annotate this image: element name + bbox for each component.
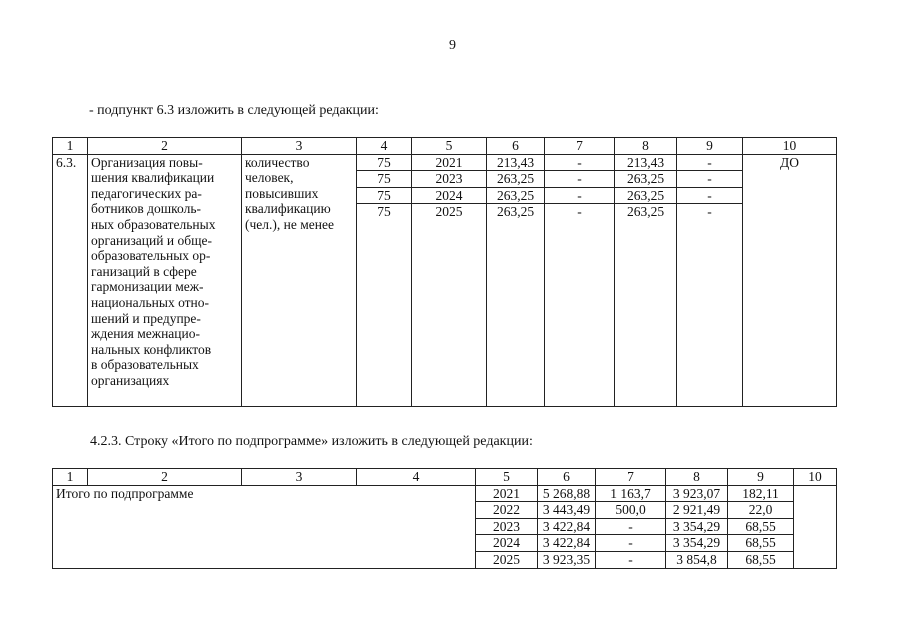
value-cell: 213,43 — [487, 154, 545, 171]
item-name-line: организациях — [91, 372, 170, 388]
value-cell: 3 354,29 — [666, 535, 728, 552]
value-cell: 263,25 — [487, 187, 545, 204]
value-cell: - — [545, 204, 615, 220]
item-name-line: педагогических ра- — [91, 185, 202, 201]
value-cell: 263,25 — [487, 204, 545, 220]
year-cell: 2025 — [476, 551, 538, 568]
year-cell: 2023 — [476, 518, 538, 535]
value-cell: - — [545, 171, 615, 188]
value-cell: 263,25 — [615, 171, 677, 188]
header-cell: 9 — [677, 138, 743, 155]
item-name-line: гармонизации меж- — [91, 279, 204, 295]
header-cell: 3 — [242, 469, 357, 486]
value-cell: - — [545, 187, 615, 204]
section-text: 4.2.3. Строку «Итого по подпрограмме» изложить в следующей редакции: — [90, 434, 533, 449]
item-name — [88, 154, 242, 407]
item-name-line: образовательных ор- — [91, 248, 211, 264]
item-name-line: национальных отно- — [91, 294, 210, 310]
empty-cell — [794, 485, 837, 568]
item-name-line: ных образовательных — [91, 216, 216, 232]
empty-cell — [357, 220, 412, 407]
item-number: 6.3. — [53, 154, 88, 407]
header-cell: 6 — [538, 469, 596, 486]
value-cell: - — [677, 187, 743, 204]
value-cell: - — [677, 171, 743, 188]
header-cell: 2 — [88, 469, 242, 486]
header-cell: 8 — [666, 469, 728, 486]
value-cell: 75 — [357, 187, 412, 204]
header-cell: 7 — [545, 138, 615, 155]
value-cell: 3 923,35 — [538, 551, 596, 568]
value-cell: 68,55 — [728, 535, 794, 552]
value-cell: - — [596, 551, 666, 568]
value-cell: 263,25 — [615, 204, 677, 220]
executor: ДО — [743, 154, 837, 407]
value-cell: 3 422,84 — [538, 518, 596, 535]
indicator-line: (чел.), не менее — [245, 216, 334, 232]
indicator-line: повысивших — [245, 185, 319, 201]
header-cell: 9 — [728, 469, 794, 486]
indicator-line: квалификацию — [245, 201, 331, 217]
header-cell: 5 — [412, 138, 487, 155]
intro-text: - подпункт 6.3 изложить в следующей редакции: — [89, 103, 379, 118]
indicator — [242, 154, 357, 407]
empty-cell — [412, 220, 487, 407]
value-cell: - — [596, 535, 666, 552]
table-row — [53, 154, 837, 171]
item-name-line: ганизаций в сфере — [91, 263, 197, 279]
value-cell: 182,11 — [728, 485, 794, 502]
header-cell: 6 — [487, 138, 545, 155]
header-cell: 3 — [242, 138, 357, 155]
value-cell: 22,0 — [728, 502, 794, 519]
value-cell: 2 921,49 — [666, 502, 728, 519]
value-cell: 75 — [357, 204, 412, 220]
value-cell: 3 923,07 — [666, 485, 728, 502]
header-cell: 4 — [357, 138, 412, 155]
header-cell: 7 — [596, 469, 666, 486]
header-cell: 1 — [53, 469, 88, 486]
subitem-table — [52, 137, 837, 407]
value-cell: 68,55 — [728, 551, 794, 568]
value-cell: - — [677, 154, 743, 171]
total-table — [52, 468, 837, 569]
header-cell: 4 — [357, 469, 476, 486]
indicator-line: человек, — [245, 170, 294, 186]
value-cell: 1 163,7 — [596, 485, 666, 502]
value-cell: 3 354,29 — [666, 518, 728, 535]
total-label: Итого по подпрограмме — [53, 485, 476, 568]
value-cell: 213,43 — [615, 154, 677, 171]
page-number: 9 — [449, 38, 456, 53]
header-row — [53, 469, 837, 486]
empty-cell — [615, 220, 677, 407]
item-name-line: ждения межнацио- — [91, 326, 200, 342]
year-cell: 2021 — [476, 485, 538, 502]
empty-cell — [677, 220, 743, 407]
item-name-line: ботников дошколь- — [91, 201, 202, 217]
header-cell: 1 — [53, 138, 88, 155]
value-cell: - — [596, 518, 666, 535]
value-cell: 68,55 — [728, 518, 794, 535]
empty-cell — [487, 220, 545, 407]
item-name-line: нальных конфликтов — [91, 341, 212, 357]
value-cell: 500,0 — [596, 502, 666, 519]
year-cell: 2021 — [412, 154, 487, 171]
header-cell: 10 — [794, 469, 837, 486]
header-row — [53, 138, 837, 155]
value-cell: 263,25 — [615, 187, 677, 204]
header-cell: 2 — [88, 138, 242, 155]
value-cell: 3 854,8 — [666, 551, 728, 568]
value-cell: - — [545, 154, 615, 171]
header-cell: 10 — [743, 138, 837, 155]
item-name-line: в образовательных — [91, 357, 199, 373]
year-cell: 2024 — [476, 535, 538, 552]
year-cell: 2024 — [412, 187, 487, 204]
value-cell: 75 — [357, 154, 412, 171]
year-cell: 2025 — [412, 204, 487, 220]
header-cell: 5 — [476, 469, 538, 486]
item-name-line: организаций и обще- — [91, 232, 212, 248]
value-cell: 263,25 — [487, 171, 545, 188]
item-name-line: шения квалификации — [91, 170, 215, 186]
item-name-line: шений и предупре- — [91, 310, 201, 326]
year-cell: 2022 — [476, 502, 538, 519]
value-cell: 3 443,49 — [538, 502, 596, 519]
indicator-line: количество — [245, 154, 310, 170]
value-cell: 75 — [357, 171, 412, 188]
empty-cell — [545, 220, 615, 407]
year-cell: 2023 — [412, 171, 487, 188]
value-cell: 3 422,84 — [538, 535, 596, 552]
item-name-line: Организация повы- — [91, 154, 203, 170]
header-cell: 8 — [615, 138, 677, 155]
value-cell: 5 268,88 — [538, 485, 596, 502]
value-cell: - — [677, 204, 743, 220]
table-row — [53, 485, 837, 502]
